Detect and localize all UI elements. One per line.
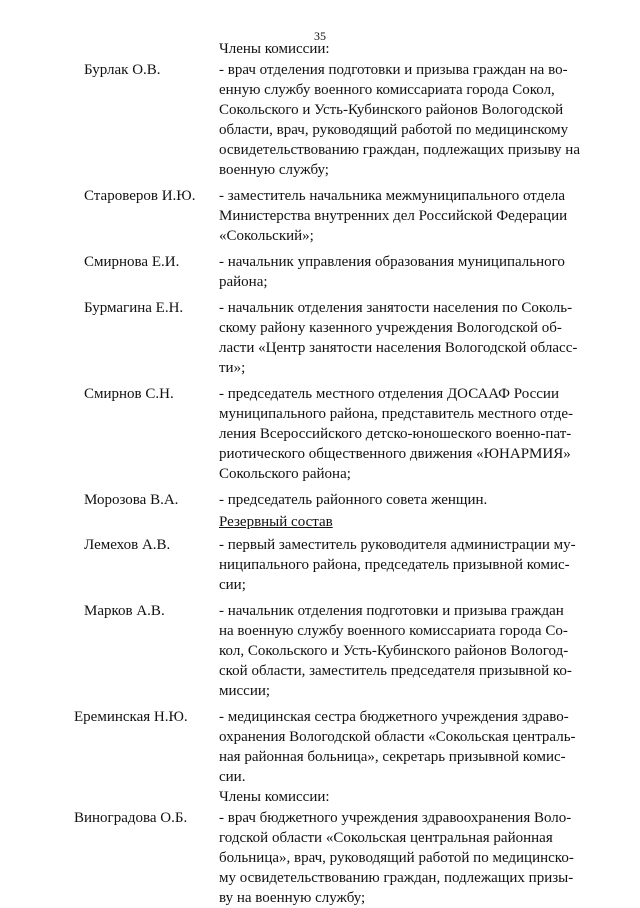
member-role: - врач отделения подготовки и призыва граждан на во- енную службу военного комиссариата города Сокол, Сокольского и Усть-Кубинского районов Вологодской области, врач, руководящий работой по медицинскому освидетельствованию граждан, подлежащих призыву на военную службу; — [219, 62, 580, 178]
member-name: Марков А.В. — [84, 603, 165, 619]
member-role: - заместитель начальника межмуниципального отдела Министерства внутренних дел Российской Федерации «Сокольский»; — [219, 188, 568, 244]
member-entry — [0, 384, 640, 484]
member-entry — [0, 252, 640, 292]
member-role: - врач бюджетного учреждения здравоохранения Воло- годской области «Сокольская центральная районная больница», врач, руководящий работой по медицинско- му освидетельствованию граждан, подлежащих призы- ву на военную службу; — [219, 810, 574, 906]
member-entry — [0, 298, 640, 378]
member-role: - медицинская сестра бюджетного учреждения здраво- охранения Вологодской области «Сокольская централь- ная районная больница», секретарь призывной комис- сии. — [219, 709, 576, 785]
member-name: Виноградова О.Б. — [74, 810, 188, 826]
member-name: Смирнова Е.И. — [84, 254, 180, 270]
member-entry — [0, 808, 640, 908]
member-role: - первый заместитель руководителя администрации му- ниципального района, председатель призывной комис- сии; — [219, 537, 576, 593]
member-entry — [0, 60, 640, 180]
member-name: Морозова В.А. — [84, 492, 179, 508]
commission-list — [0, 39, 640, 908]
member-name: Бурмагина Е.Н. — [84, 300, 184, 316]
member-role: - председатель местного отделения ДОСААФ России муниципального района, представитель местного отде- ления Всероссийского детско-юношеского военно-пат- риотического общественного движения «ЮНАРМИЯ» Сокольского района; — [219, 386, 573, 482]
member-role: - начальник отделения занятости населения по Соколь- скому району казенного учреждения Вологодской об- ласти «Центр занятости населения Вологодской обласс- ти»; — [219, 300, 578, 376]
reserve-entry — [0, 707, 640, 787]
member-entry — [0, 186, 640, 246]
member-name: Смирнов С.Н. — [84, 386, 174, 402]
member-role: - начальник управления образования муниципального района; — [219, 254, 565, 290]
members-heading: Члены комиссии: — [219, 41, 330, 57]
member-role: - начальник отделения подготовки и призыва граждан на военную службу военного комиссариата города Со- кол, Сокольского и Усть-Кубинского районов Вологод- ской области, заместитель председателя призывной ко- миссии; — [219, 603, 572, 699]
reserve-entry — [0, 601, 640, 701]
member-name: Лемехов А.В. — [84, 537, 171, 553]
members-heading: Члены комиссии: — [219, 789, 330, 805]
page-number: 35 — [314, 29, 326, 43]
reserve-entry — [0, 535, 640, 595]
member-role: - председатель районного совета женщин. — [219, 492, 488, 508]
member-name: Бурлак О.В. — [84, 62, 161, 78]
reserve-heading: Резервный состав — [219, 514, 333, 530]
member-name: Ереминская Н.Ю. — [74, 709, 188, 725]
member-name: Староверов И.Ю. — [84, 188, 196, 204]
member-entry — [0, 490, 640, 510]
